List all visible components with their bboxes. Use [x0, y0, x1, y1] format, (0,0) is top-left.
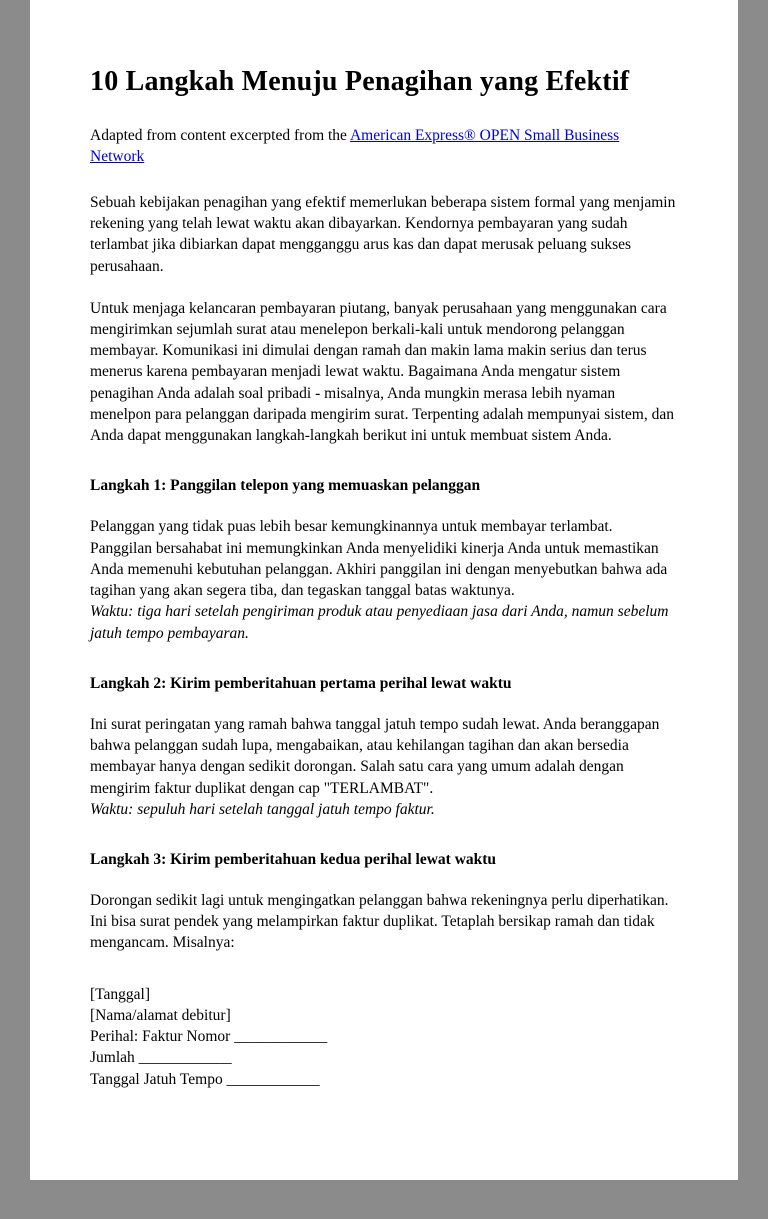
letter-line-amount: Jumlah ____________: [90, 1049, 232, 1067]
section-3-heading: Langkah 3: Kirim pemberitahuan kedua perihal lewat waktu: [90, 851, 497, 868]
section-1-body: Pelanggan yang tidak puas lebih besar kemungkinannya untuk membayar terlambat. Panggilan bersahabat ini memungkinkan Anda menyelidiki kinerja Anda untuk memastikan Anda memenuhi kebutuhan pelanggan. Akhiri panggilan ini dengan menyebutkan bahwa ada tagihan yang akan segera tiba, dan tegaskan tanggal batas waktunya.: [90, 518, 668, 600]
section-1-timing: Waktu: tiga hari setelah pengiriman produk atau penyediaan jasa dari Anda, namun sebelum jatuh tempo pembayaran.: [90, 603, 669, 642]
attribution-line: [90, 126, 676, 168]
letter-template: [90, 984, 676, 1090]
letter-line-invoice-number: Perihal: Faktur Nomor ____________: [90, 1028, 328, 1046]
letter-line-date: [Tanggal]: [90, 985, 151, 1003]
section-3-body: Dorongan sedikit lagi untuk mengingatkan pelanggan bahwa rekeningnya perlu diperhatikan. Ini bisa surat pendek yang melampirkan faktur duplikat. Tetaplah bersikap ramah dan tidak mengancam. Misalnya:: [90, 892, 669, 952]
section-2-heading: Langkah 2: Kirim pemberitahuan pertama perihal lewat waktu: [90, 674, 512, 692]
letter-line-debtor: [Nama/alamat debitur]: [90, 1006, 231, 1024]
american-express-open-link[interactable]: American Express® OPEN Small Business Network: [90, 127, 620, 165]
section-2-timing: Waktu: sepuluh hari setelah tanggal jatuh tempo faktur.: [90, 800, 435, 818]
intro-paragraph-2: Untuk menjaga kelancaran pembayaran piutang, banyak perusahaan yang menggunakan cara mengirimkan sejumlah surat atau menelepon berkali-kali untuk mendorong pelanggan membayar. Komunikasi ini dimulai dengan ramah dan makin lama makin serius dan terus menerus karena pembayaran menjadi lewat waktu. Bagaimana Anda mengatur sistem penagihan Anda adalah soal pribadi - misalnya, Anda mungkin merasa lebih nyaman menelpon para pelanggan daripada mengirim surat. Terpenting adalah mempunyai sistem, dan Anda dapat menggunakan langkah-langkah berikut ini untuk membuat sistem Anda.: [90, 299, 674, 445]
section-1-heading: Langkah 1: Panggilan telepon yang memuaskan pelanggan: [90, 477, 481, 495]
section-2-body: Ini surat peringatan yang ramah bahwa tanggal jatuh tempo sudah lewat. Anda beranggapan bahwa pelanggan sudah lupa, mengabaikan, atau kehilangan tagihan dan akan bersedia membayar hanya dengan sedikit dorongan. Salah satu cara yang umum adalah dengan mengirim faktur duplikat dengan cap "TERLAMBAT".: [90, 715, 660, 797]
letter-line-due-date: Tanggal Jatuh Tempo ____________: [90, 1070, 320, 1088]
document-page: [30, 0, 738, 1180]
attribution-prefix: Adapted from content excerpted from the: [90, 127, 350, 144]
document-title: 10 Langkah Menuju Penagihan yang Efektif: [90, 66, 630, 97]
intro-paragraph-1: Sebuah kebijakan penagihan yang efektif memerlukan beberapa sistem formal yang menjamin rekening yang telah lewat waktu akan dibayarkan. Kendornya pembayaran yang sudah terlambat jika dibiarkan dapat mengganggu arus kas dan dapat merusak peluang sukses perusahaan.: [90, 193, 676, 275]
